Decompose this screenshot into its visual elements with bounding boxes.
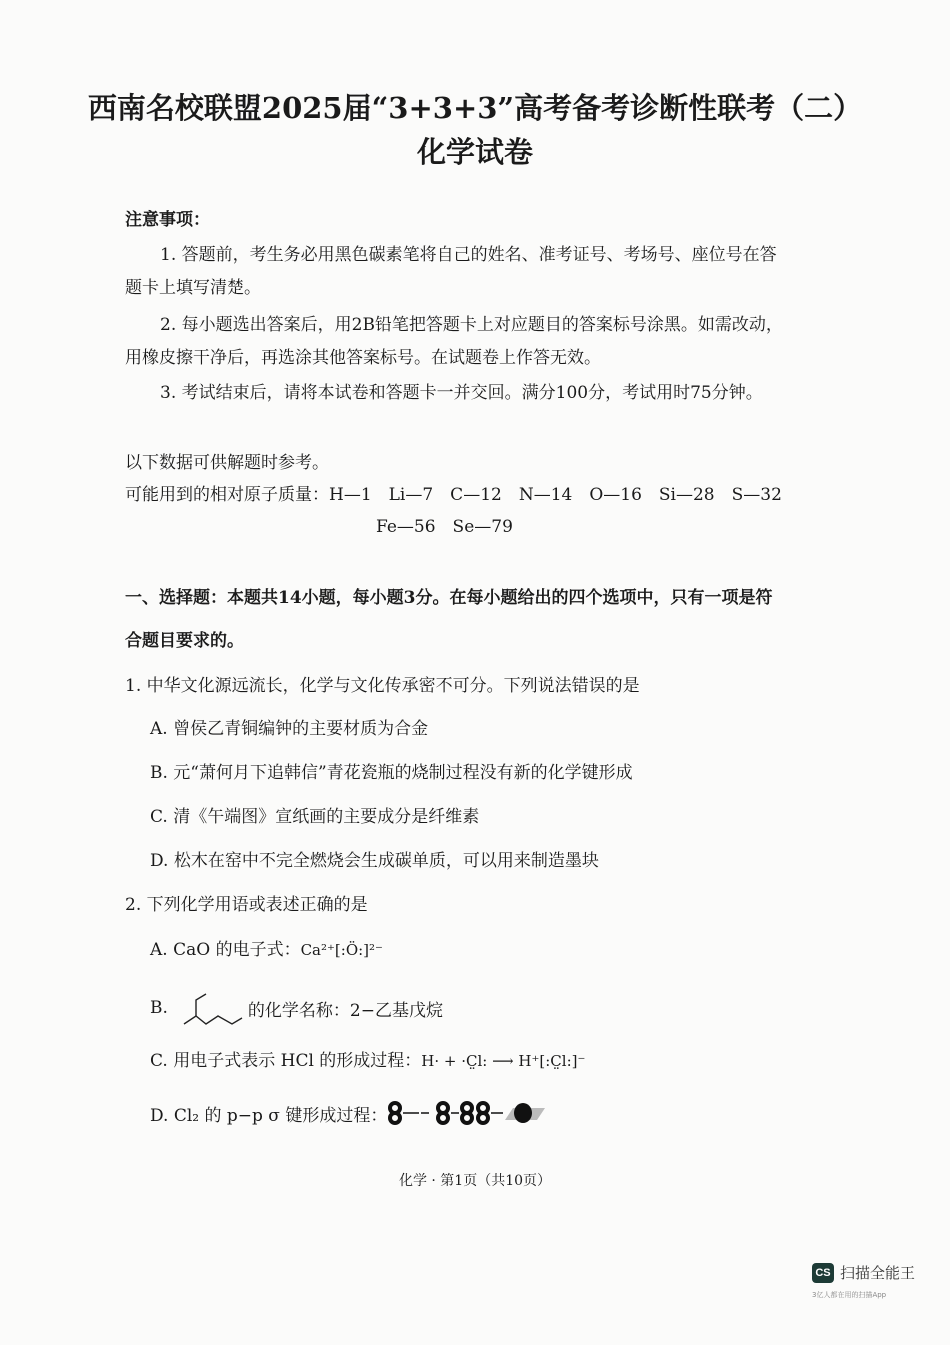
question-1-option-c: C. 清《午端图》宣纸画的主要成分是纤维素 (150, 807, 480, 827)
section-heading: 一、选择题：本题共14小题，每小题3分。在每小题给出的四个选项中，只有一项是符 (125, 588, 773, 608)
notice-item: 2. 每小题选出答案后，用2B铅笔把答题卡上对应题目的答案标号涂黑。如需改动， (160, 315, 783, 335)
option-d-text: D. Cl₂ 的 p−p σ 键形成过程： (150, 1105, 388, 1126)
exam-subtitle: 化学试卷 (416, 135, 533, 169)
camscanner-logo-icon: CS (812, 1263, 834, 1283)
option-c-text: C. 用电子式表示 HCl 的形成过程： (150, 1051, 422, 1071)
atomic-masses-values-2: Fe—56 Se—79 (376, 517, 513, 537)
question-1-stem: 1. 中华文化源远流长，化学与文化传承密不可分。下列说法错误的是 (125, 676, 640, 696)
question-2-option-d (150, 1100, 547, 1126)
section-heading-cont: 合题目要求的。 (125, 631, 244, 651)
notice-heading: 注意事项： (125, 210, 210, 230)
hcl-formula: H· + ·C̤l: ⟶ H⁺[:C̤l:]⁻ (421, 1052, 586, 1070)
option-b-label: B. (150, 998, 168, 1018)
option-b-text: 的化学名称：2−乙基戊烷 (247, 1000, 443, 1021)
notice-item: 1. 答题前，考生务必用黑色碳素笔将自己的姓名、准考证号、考场号、座位号在答 (160, 245, 777, 265)
scanner-watermark (812, 1262, 915, 1283)
watermark-tagline: 3亿人都在用的扫描App (812, 1291, 887, 1299)
atomic-masses-values: H—1 Li—7 C—12 N—14 O—16 Si—28 S—32 (329, 485, 782, 505)
question-2-option-c (150, 1046, 585, 1071)
question-2-stem: 2. 下列化学用语或表述正确的是 (125, 895, 368, 915)
question-1-option-d: D. 松木在窑中不完全燃烧会生成碳单质，可以用来制造墨块 (150, 851, 599, 871)
watermark-brand: 扫描全能王 (840, 1264, 916, 1282)
atomic-masses-label: 可能用到的相对原子质量： (125, 485, 329, 505)
option-a-text: A. CaO 的电子式： (150, 940, 301, 960)
notice-item: 题卡上填写清楚。 (125, 278, 261, 298)
question-2-option-a (150, 935, 383, 960)
cao-formula: Ca²⁺[:Ö:]²⁻ (300, 941, 383, 959)
atomic-masses (125, 480, 782, 505)
question-2-option-b (150, 990, 443, 1026)
notice-item: 用橡皮擦干净后，再选涂其他答案标号。在试题卷上作答无效。 (125, 348, 601, 368)
notice-item: 3. 考试结束后，请将本试卷和答题卡一并交回。满分100分，考试用时75分钟。 (160, 383, 763, 403)
question-1-option-b: B. 元“萧何月下追韩信”青花瓷瓶的烧制过程没有新的化学键形成 (150, 763, 633, 783)
orbital-overlap-diagram-icon (387, 1100, 547, 1126)
page-footer: 化学 · 第1页（共10页） (398, 1173, 552, 1189)
skeletal-structure-icon (182, 990, 244, 1026)
exam-title: 西南名校联盟2025届“3+3+3”高考备考诊断性联考（二） (87, 91, 863, 125)
question-1-option-a: A. 曾侯乙青铜编钟的主要材质为合金 (150, 719, 429, 739)
reference-intro: 以下数据可供解题时参考。 (125, 453, 329, 473)
